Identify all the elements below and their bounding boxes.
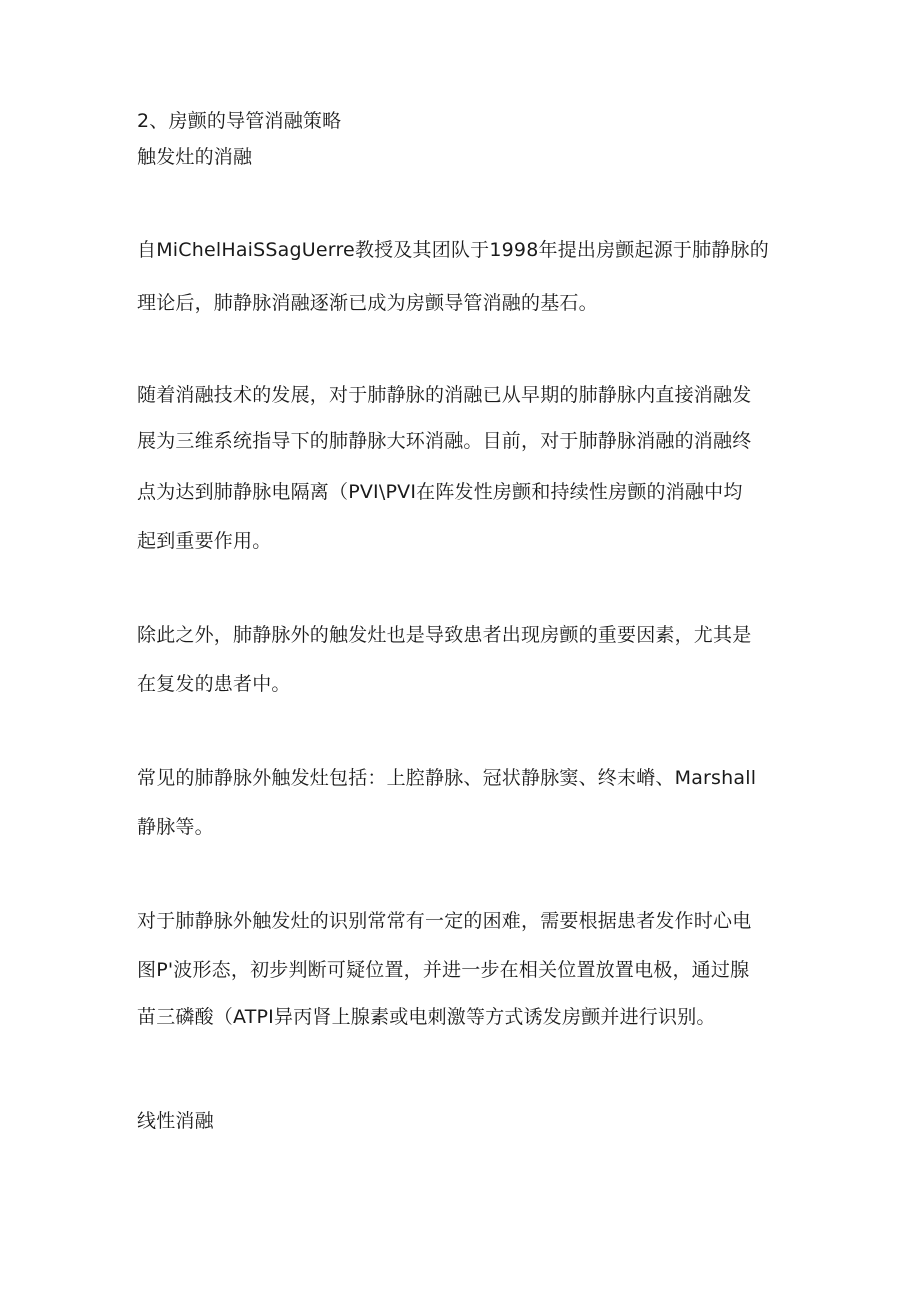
text-line: 随着消融技术的发展，对于肺静脉的消融已从早期的肺静脉内直接消融发 [137,384,752,406]
text-line: 展为三维系统指导下的肺静脉大环消融。目前，对于肺静脉消融的消融终 [137,430,752,452]
text-line: 图P'波形态，初步判断可疑位置，并进一步在相关位置放置电极，通过腺 [137,959,750,981]
section-heading: 2、房颤的导管消融策略 [137,110,342,132]
subsection-title-trigger-ablation: 触发灶的消融 [137,146,253,168]
text-line: 静脉等。 [137,816,214,838]
text-line: 点为达到肺静脉电隔离（PVI\PVI在阵发性房颤和持续性房颤的消融中均 [137,481,743,503]
text-line: 对于肺静脉外触发灶的识别常常有一定的困难，需要根据患者发作时心电 [137,910,752,932]
text-line: 在复发的患者中。 [137,673,291,695]
text-line: 除此之外，肺静脉外的触发灶也是导致患者出现房颤的重要因素，尤其是 [137,624,752,646]
subsection-title-linear-ablation: 线性消融 [137,1110,214,1132]
text-line: 苗三磷酸（ATPI异丙肾上腺素或电刺激等方式诱发房颤并进行识别。 [137,1006,716,1028]
text-line: 自MiChelHaiSSagUerre教授及其团队于1998年提出房颤起源于肺静脉的 [137,239,769,261]
text-line: 常见的肺静脉外触发灶包括：上腔静脉、冠状静脉窦、终末嵴、Marshall [137,767,757,789]
text-line: 理论后，肺静脉消融逐渐已成为房颤导管消融的基石。 [137,292,598,314]
text-line: 起到重要作用。 [137,530,272,552]
